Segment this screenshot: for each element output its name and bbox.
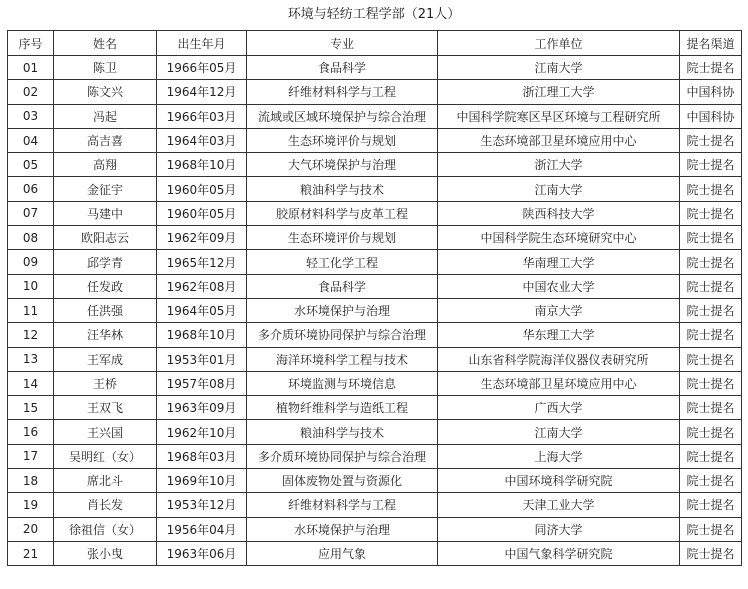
cell-name: 高翔 (54, 153, 157, 177)
cell-channel: 院士提名 (680, 444, 742, 468)
cell-index: 04 (8, 128, 54, 152)
cell-channel: 中国科协 (680, 104, 742, 128)
cell-index: 01 (8, 56, 54, 80)
cell-name: 王双飞 (54, 396, 157, 420)
cell-channel: 院士提名 (680, 250, 742, 274)
cell-index: 03 (8, 104, 54, 128)
cell-birth: 1960年05月 (157, 201, 247, 225)
cell-birth: 1957年08月 (157, 371, 247, 395)
header-workplace: 工作单位 (438, 31, 680, 56)
cell-major: 海洋环境科学工程与技术 (247, 347, 438, 371)
cell-channel: 院士提名 (680, 541, 742, 565)
table-row (8, 177, 742, 201)
table-row (8, 444, 742, 468)
cell-index: 05 (8, 153, 54, 177)
cell-birth: 1968年10月 (157, 323, 247, 347)
cell-workplace: 浙江理工大学 (438, 80, 680, 104)
cell-channel: 院士提名 (680, 347, 742, 371)
cell-index: 19 (8, 493, 54, 517)
cell-major: 生态环境评价与规划 (247, 226, 438, 250)
cell-index: 08 (8, 226, 54, 250)
cell-major: 食品科学 (247, 56, 438, 80)
cell-channel: 院士提名 (680, 396, 742, 420)
table-row (8, 541, 742, 565)
cell-channel: 院士提名 (680, 201, 742, 225)
cell-index: 21 (8, 541, 54, 565)
cell-channel: 院士提名 (680, 323, 742, 347)
cell-workplace: 山东省科学院海洋仪器仪表研究所 (438, 347, 680, 371)
cell-index: 20 (8, 517, 54, 541)
cell-major: 生态环境评价与规划 (247, 128, 438, 152)
cell-workplace: 浙江大学 (438, 153, 680, 177)
table-row (8, 517, 742, 541)
cell-name: 王军成 (54, 347, 157, 371)
cell-channel: 院士提名 (680, 371, 742, 395)
cell-workplace: 陕西科技大学 (438, 201, 680, 225)
cell-workplace: 南京大学 (438, 298, 680, 322)
cell-name: 欧阳志云 (54, 226, 157, 250)
table-row (8, 250, 742, 274)
cell-birth: 1966年05月 (157, 56, 247, 80)
cell-name: 任发政 (54, 274, 157, 298)
cell-channel: 院士提名 (680, 420, 742, 444)
cell-workplace: 同济大学 (438, 517, 680, 541)
cell-name: 王桥 (54, 371, 157, 395)
cell-birth: 1968年10月 (157, 153, 247, 177)
table-row (8, 56, 742, 80)
cell-birth: 1964年12月 (157, 80, 247, 104)
cell-name: 王兴国 (54, 420, 157, 444)
cell-name: 陈卫 (54, 56, 157, 80)
cell-channel: 院士提名 (680, 493, 742, 517)
cell-name: 冯起 (54, 104, 157, 128)
cell-name: 邱学青 (54, 250, 157, 274)
cell-major: 大气环境保护与治理 (247, 153, 438, 177)
cell-name: 张小曳 (54, 541, 157, 565)
table-body (8, 56, 742, 566)
header-birth: 出生年月 (157, 31, 247, 56)
cell-birth: 1968年03月 (157, 444, 247, 468)
cell-major: 多介质环境协同保护与综合治理 (247, 444, 438, 468)
cell-major: 环境监测与环境信息 (247, 371, 438, 395)
cell-birth: 1953年12月 (157, 493, 247, 517)
cell-major: 流域或区域环境保护与综合治理 (247, 104, 438, 128)
cell-index: 17 (8, 444, 54, 468)
table-row (8, 493, 742, 517)
cell-workplace: 中国科学院生态环境研究中心 (438, 226, 680, 250)
cell-workplace: 华南理工大学 (438, 250, 680, 274)
cell-birth: 1964年05月 (157, 298, 247, 322)
table-row (8, 347, 742, 371)
cell-index: 14 (8, 371, 54, 395)
cell-index: 12 (8, 323, 54, 347)
cell-birth: 1962年10月 (157, 420, 247, 444)
cell-channel: 院士提名 (680, 128, 742, 152)
cell-major: 水环境保护与治理 (247, 517, 438, 541)
cell-birth: 1966年03月 (157, 104, 247, 128)
table-row (8, 80, 742, 104)
cell-channel: 院士提名 (680, 298, 742, 322)
cell-major: 水环境保护与治理 (247, 298, 438, 322)
table-row (8, 128, 742, 152)
table-row (8, 226, 742, 250)
cell-name: 肖长发 (54, 493, 157, 517)
cell-birth: 1962年09月 (157, 226, 247, 250)
cell-major: 纤维材料科学与工程 (247, 493, 438, 517)
cell-workplace: 中国科学院寒区旱区环境与工程研究所 (438, 104, 680, 128)
table-row (8, 371, 742, 395)
header-row (8, 31, 742, 56)
table-row (8, 323, 742, 347)
cell-workplace: 华东理工大学 (438, 323, 680, 347)
academician-table (7, 30, 742, 566)
cell-channel: 院士提名 (680, 153, 742, 177)
cell-channel: 院士提名 (680, 274, 742, 298)
cell-workplace: 中国气象科学研究院 (438, 541, 680, 565)
cell-workplace: 天津工业大学 (438, 493, 680, 517)
table-title: 环境与轻纺工程学部（21人） (287, 7, 461, 22)
cell-workplace: 广西大学 (438, 396, 680, 420)
table-row (8, 104, 742, 128)
cell-channel: 院士提名 (680, 226, 742, 250)
cell-name: 金征宇 (54, 177, 157, 201)
table-row (8, 396, 742, 420)
cell-name: 吴明红（女） (54, 444, 157, 468)
cell-major: 固体废物处置与资源化 (247, 469, 438, 493)
cell-name: 陈文兴 (54, 80, 157, 104)
cell-index: 13 (8, 347, 54, 371)
cell-index: 16 (8, 420, 54, 444)
cell-channel: 院士提名 (680, 56, 742, 80)
header-index: 序号 (8, 31, 54, 56)
cell-index: 10 (8, 274, 54, 298)
cell-major: 粮油科学与技术 (247, 420, 438, 444)
table-row (8, 153, 742, 177)
cell-name: 汪华林 (54, 323, 157, 347)
cell-workplace: 江南大学 (438, 420, 680, 444)
cell-index: 11 (8, 298, 54, 322)
cell-name: 马建中 (54, 201, 157, 225)
table-row (8, 298, 742, 322)
cell-workplace: 中国环境科学研究院 (438, 469, 680, 493)
cell-birth: 1965年12月 (157, 250, 247, 274)
cell-index: 15 (8, 396, 54, 420)
cell-birth: 1969年10月 (157, 469, 247, 493)
cell-major: 植物纤维科学与造纸工程 (247, 396, 438, 420)
cell-major: 粮油科学与技术 (247, 177, 438, 201)
cell-major: 胶原材料科学与皮革工程 (247, 201, 438, 225)
cell-index: 09 (8, 250, 54, 274)
cell-birth: 1962年08月 (157, 274, 247, 298)
cell-major: 多介质环境协同保护与综合治理 (247, 323, 438, 347)
cell-name: 席北斗 (54, 469, 157, 493)
cell-birth: 1956年04月 (157, 517, 247, 541)
cell-index: 18 (8, 469, 54, 493)
cell-name: 徐祖信（女） (54, 517, 157, 541)
cell-channel: 院士提名 (680, 177, 742, 201)
cell-index: 02 (8, 80, 54, 104)
cell-birth: 1964年03月 (157, 128, 247, 152)
cell-workplace: 江南大学 (438, 56, 680, 80)
cell-channel: 中国科协 (680, 80, 742, 104)
header-channel: 提名渠道 (680, 31, 742, 56)
cell-major: 轻工化学工程 (247, 250, 438, 274)
cell-major: 应用气象 (247, 541, 438, 565)
cell-workplace: 生态环境部卫星环境应用中心 (438, 371, 680, 395)
cell-birth: 1963年06月 (157, 541, 247, 565)
header-major: 专业 (247, 31, 438, 56)
cell-name: 任洪强 (54, 298, 157, 322)
cell-workplace: 江南大学 (438, 177, 680, 201)
cell-index: 07 (8, 201, 54, 225)
table-row (8, 469, 742, 493)
cell-major: 纤维材料科学与工程 (247, 80, 438, 104)
table-row (8, 274, 742, 298)
cell-name: 高吉喜 (54, 128, 157, 152)
cell-major: 食品科学 (247, 274, 438, 298)
cell-birth: 1960年05月 (157, 177, 247, 201)
header-name: 姓名 (54, 31, 157, 56)
cell-birth: 1953年01月 (157, 347, 247, 371)
cell-channel: 院士提名 (680, 517, 742, 541)
cell-workplace: 中国农业大学 (438, 274, 680, 298)
table-row (8, 420, 742, 444)
cell-workplace: 生态环境部卫星环境应用中心 (438, 128, 680, 152)
table-row (8, 201, 742, 225)
cell-channel: 院士提名 (680, 469, 742, 493)
cell-workplace: 上海大学 (438, 444, 680, 468)
cell-index: 06 (8, 177, 54, 201)
cell-birth: 1963年09月 (157, 396, 247, 420)
